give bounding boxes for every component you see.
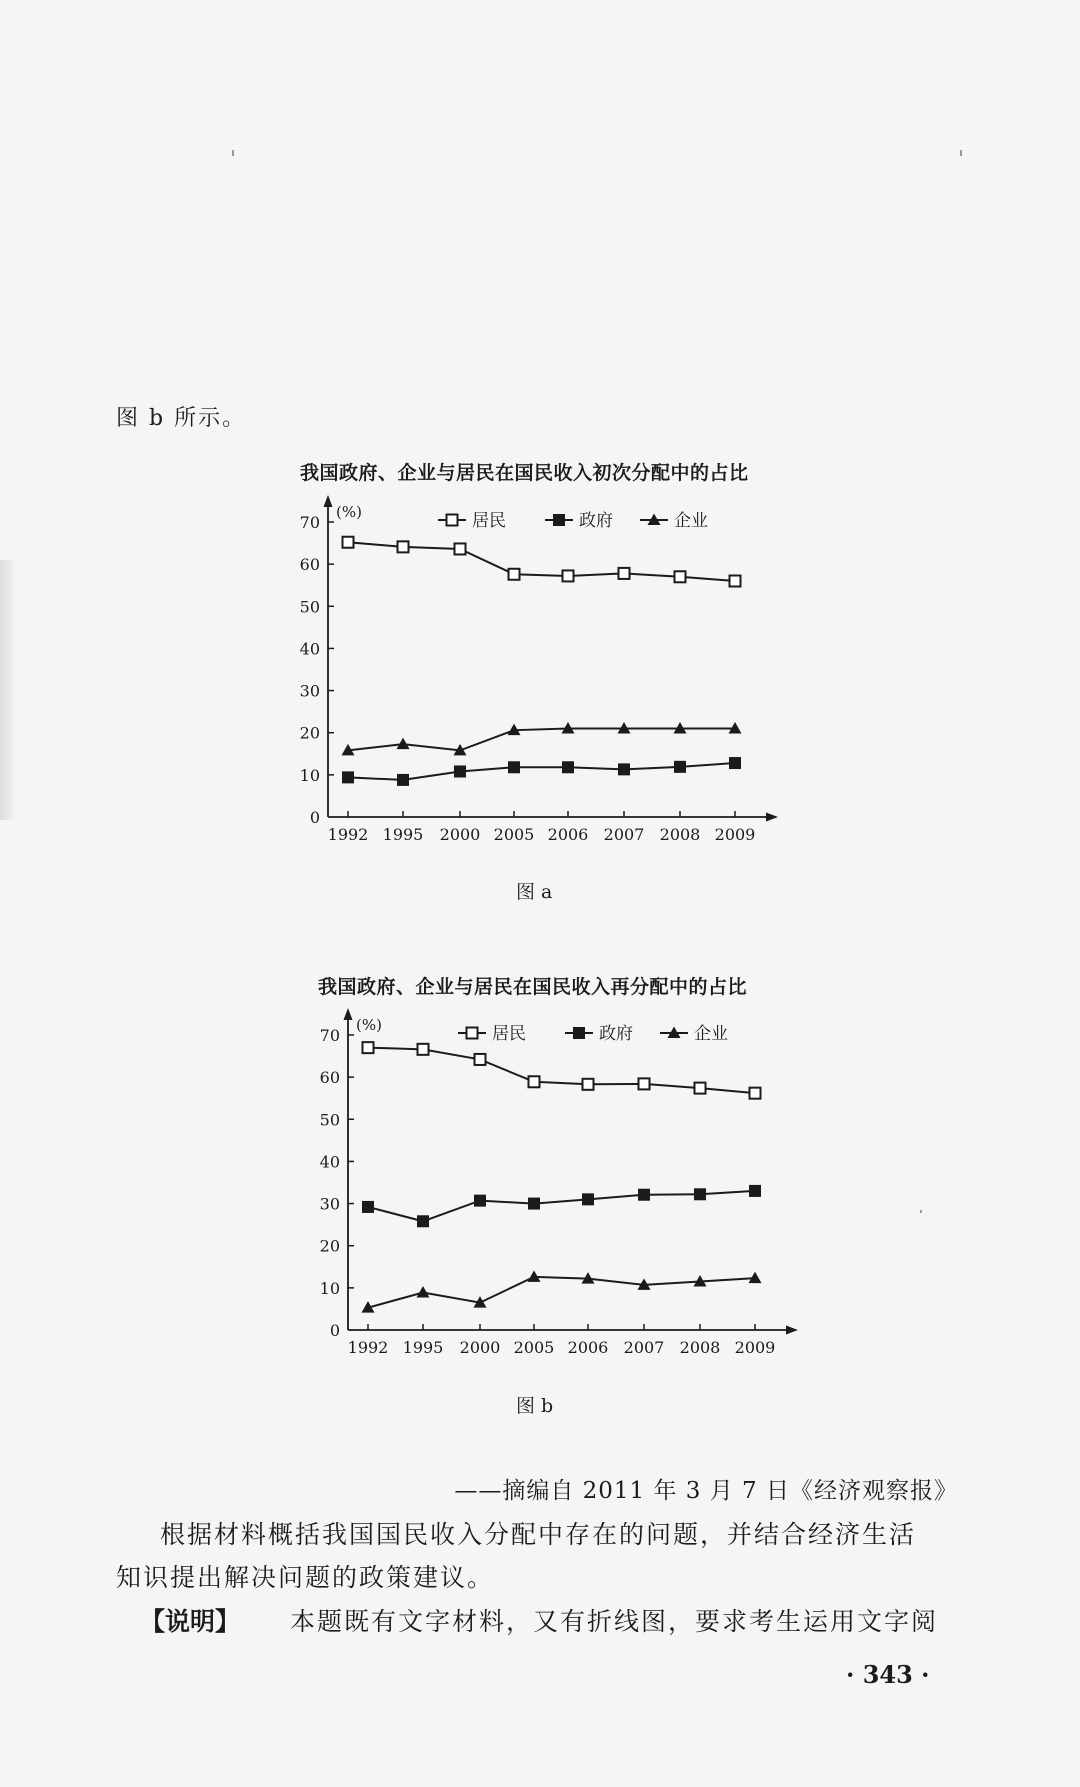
chart-b-y-tick-label: 30 — [319, 1194, 340, 1214]
chart-a-data-point — [455, 766, 466, 777]
chart-a-data-point — [730, 576, 741, 587]
chart-b-y-tick-label: 60 — [319, 1068, 340, 1088]
chart-b-legend-marker — [574, 1028, 585, 1039]
chart-b-x-tick-label: 2007 — [623, 1338, 665, 1357]
chart-a-legend-label: 居民 — [472, 511, 506, 531]
chart-b-unit-label: (%) — [356, 1016, 382, 1034]
chart-a-y-tick-label: 10 — [299, 765, 320, 785]
chart-b-data-point — [695, 1083, 706, 1094]
question-line-1: 根据材料概括我国国民收入分配中存在的问题，并结合经济生活 — [160, 1520, 917, 1549]
chart-b-data-point — [363, 1042, 374, 1053]
chart-b-y-tick-label: 10 — [319, 1278, 340, 1298]
chart-a-x-tick-label: 2007 — [603, 825, 645, 844]
note-text: 本题既有文字材料，又有折线图，要求考生运用文字阅 — [290, 1607, 939, 1636]
chart-b-data-point — [639, 1078, 650, 1089]
chart-b-y-tick-label: 0 — [329, 1321, 340, 1340]
chart-a-legend-label: 政府 — [579, 511, 613, 531]
chart-b-legend-label: 居民 — [492, 1024, 526, 1044]
chart-b-legend-marker — [467, 1028, 478, 1039]
chart-b-data-point — [695, 1189, 706, 1200]
source-citation: ——摘编自 2011 年 3 月 7 日《经济观察报》 — [454, 1478, 958, 1504]
chart-b-x-tick-label: 1995 — [402, 1338, 444, 1357]
chart-a-data-point — [675, 571, 686, 582]
scan-speck — [920, 1210, 922, 1213]
chart-a-data-point — [398, 774, 409, 785]
scan-speck — [960, 150, 962, 156]
chart-b-data-point — [750, 1088, 761, 1099]
chart-a-x-tick-label: 2009 — [714, 825, 756, 844]
chart-b-x-tick-label: 2005 — [513, 1338, 555, 1357]
chart-a-data-point — [730, 758, 741, 769]
intro-text: 图 b 所示。 — [116, 406, 247, 431]
chart-b-data-point — [418, 1044, 429, 1055]
chart-a-data-point — [509, 569, 520, 580]
chart-b-caption: 图 b — [516, 1395, 554, 1417]
chart-b-x-tick-label: 2000 — [459, 1338, 501, 1357]
chart-b-data-point — [583, 1194, 594, 1205]
chart-a-legend-marker — [554, 515, 565, 526]
chart-b-series-3 — [362, 1270, 762, 1312]
chart-b-y-tick-label: 20 — [319, 1236, 340, 1256]
chart-b-series-1 — [363, 1042, 761, 1099]
chart-b-series-2 — [363, 1185, 761, 1226]
chart-a-x-axis-arrow — [766, 813, 778, 822]
chart-a-y-tick-label: 50 — [299, 597, 320, 617]
chart-b-data-point — [418, 1216, 429, 1227]
chart-b-y-tick-label: 50 — [319, 1110, 340, 1130]
chart-a-series-3 — [342, 722, 742, 755]
page-number: · 343 · — [846, 1660, 930, 1689]
chart-b-data-point — [529, 1198, 540, 1209]
chart-a-series-2 — [343, 758, 741, 786]
chart-a-legend-marker — [447, 515, 458, 526]
chart-a-x-tick-label: 2000 — [439, 825, 481, 844]
chart-a-data-point — [675, 761, 686, 772]
chart-b-data-point — [475, 1054, 486, 1065]
chart-a-x-tick-label: 2008 — [659, 825, 701, 844]
page-spine-shadow — [0, 560, 14, 820]
chart-a-series-1 — [343, 537, 741, 587]
chart-b-x-tick-label: 2009 — [734, 1338, 776, 1357]
chart-a-x-tick-label: 1995 — [382, 825, 424, 844]
chart-a-legend-label: 企业 — [674, 511, 708, 531]
chart-b-y-tick-label: 70 — [319, 1026, 340, 1045]
chart-a-x-tick-label: 2005 — [493, 825, 535, 844]
chart-b-title: 我国政府、企业与居民在国民收入再分配中的占比 — [318, 976, 748, 998]
chart-b-y-axis-arrow — [344, 1008, 353, 1020]
chart-b-legend-label: 政府 — [599, 1024, 633, 1044]
chart-b-data-point — [417, 1286, 430, 1298]
chart-a-unit-label: (%) — [336, 503, 362, 521]
chart-a-data-point — [619, 764, 630, 775]
chart-a-title: 我国政府、企业与居民在国民收入初次分配中的占比 — [300, 462, 749, 484]
chart-b — [300, 1008, 800, 1378]
chart-a-data-point — [563, 762, 574, 773]
chart-a-y-tick-label: 40 — [299, 639, 320, 659]
chart-a-data-point — [619, 568, 630, 579]
question-line-2: 知识提出解决问题的政策建议。 — [116, 1563, 495, 1592]
chart-b-x-axis-arrow — [786, 1326, 798, 1335]
chart-a-data-point — [397, 738, 410, 750]
chart-b-data-point — [639, 1189, 650, 1200]
chart-b-data-point — [529, 1076, 540, 1087]
chart-a-data-point — [509, 762, 520, 773]
chart-a-x-tick-label: 2006 — [547, 825, 589, 844]
note-label: 【说明】 — [140, 1607, 241, 1636]
chart-b-y-tick-label: 40 — [319, 1152, 340, 1172]
chart-a-y-tick-label: 20 — [299, 723, 320, 743]
chart-a-legend — [438, 511, 708, 531]
chart-a-data-point — [343, 772, 354, 783]
chart-a-data-point — [455, 543, 466, 554]
chart-a-data-point — [398, 541, 409, 552]
chart-b-x-tick-label: 2008 — [679, 1338, 721, 1357]
chart-b-legend-label: 企业 — [694, 1024, 728, 1044]
chart-a-y-tick-label: 0 — [309, 808, 320, 827]
chart-b-data-point — [749, 1272, 762, 1284]
chart-b-data-point — [475, 1195, 486, 1206]
chart-b-data-point — [750, 1185, 761, 1196]
chart-b-x-tick-label: 1992 — [347, 1338, 389, 1357]
chart-a-data-point — [343, 537, 354, 548]
chart-a-y-tick-label: 70 — [299, 513, 320, 532]
chart-a-axes — [300, 495, 778, 844]
scan-speck — [232, 150, 234, 156]
chart-a-y-tick-label: 60 — [299, 555, 320, 575]
chart-a-x-tick-label: 1992 — [327, 825, 369, 844]
chart-a-y-axis-arrow — [324, 495, 333, 507]
chart-b-legend — [458, 1024, 728, 1044]
chart-b-data-point — [583, 1079, 594, 1090]
chart-a-data-point — [563, 570, 574, 581]
chart-a — [280, 495, 780, 865]
chart-a-caption: 图 a — [516, 881, 553, 903]
chart-a-y-tick-label: 30 — [299, 681, 320, 701]
chart-b-x-tick-label: 2006 — [567, 1338, 609, 1357]
chart-b-data-point — [363, 1201, 374, 1212]
chart-b-axes — [320, 1008, 798, 1357]
